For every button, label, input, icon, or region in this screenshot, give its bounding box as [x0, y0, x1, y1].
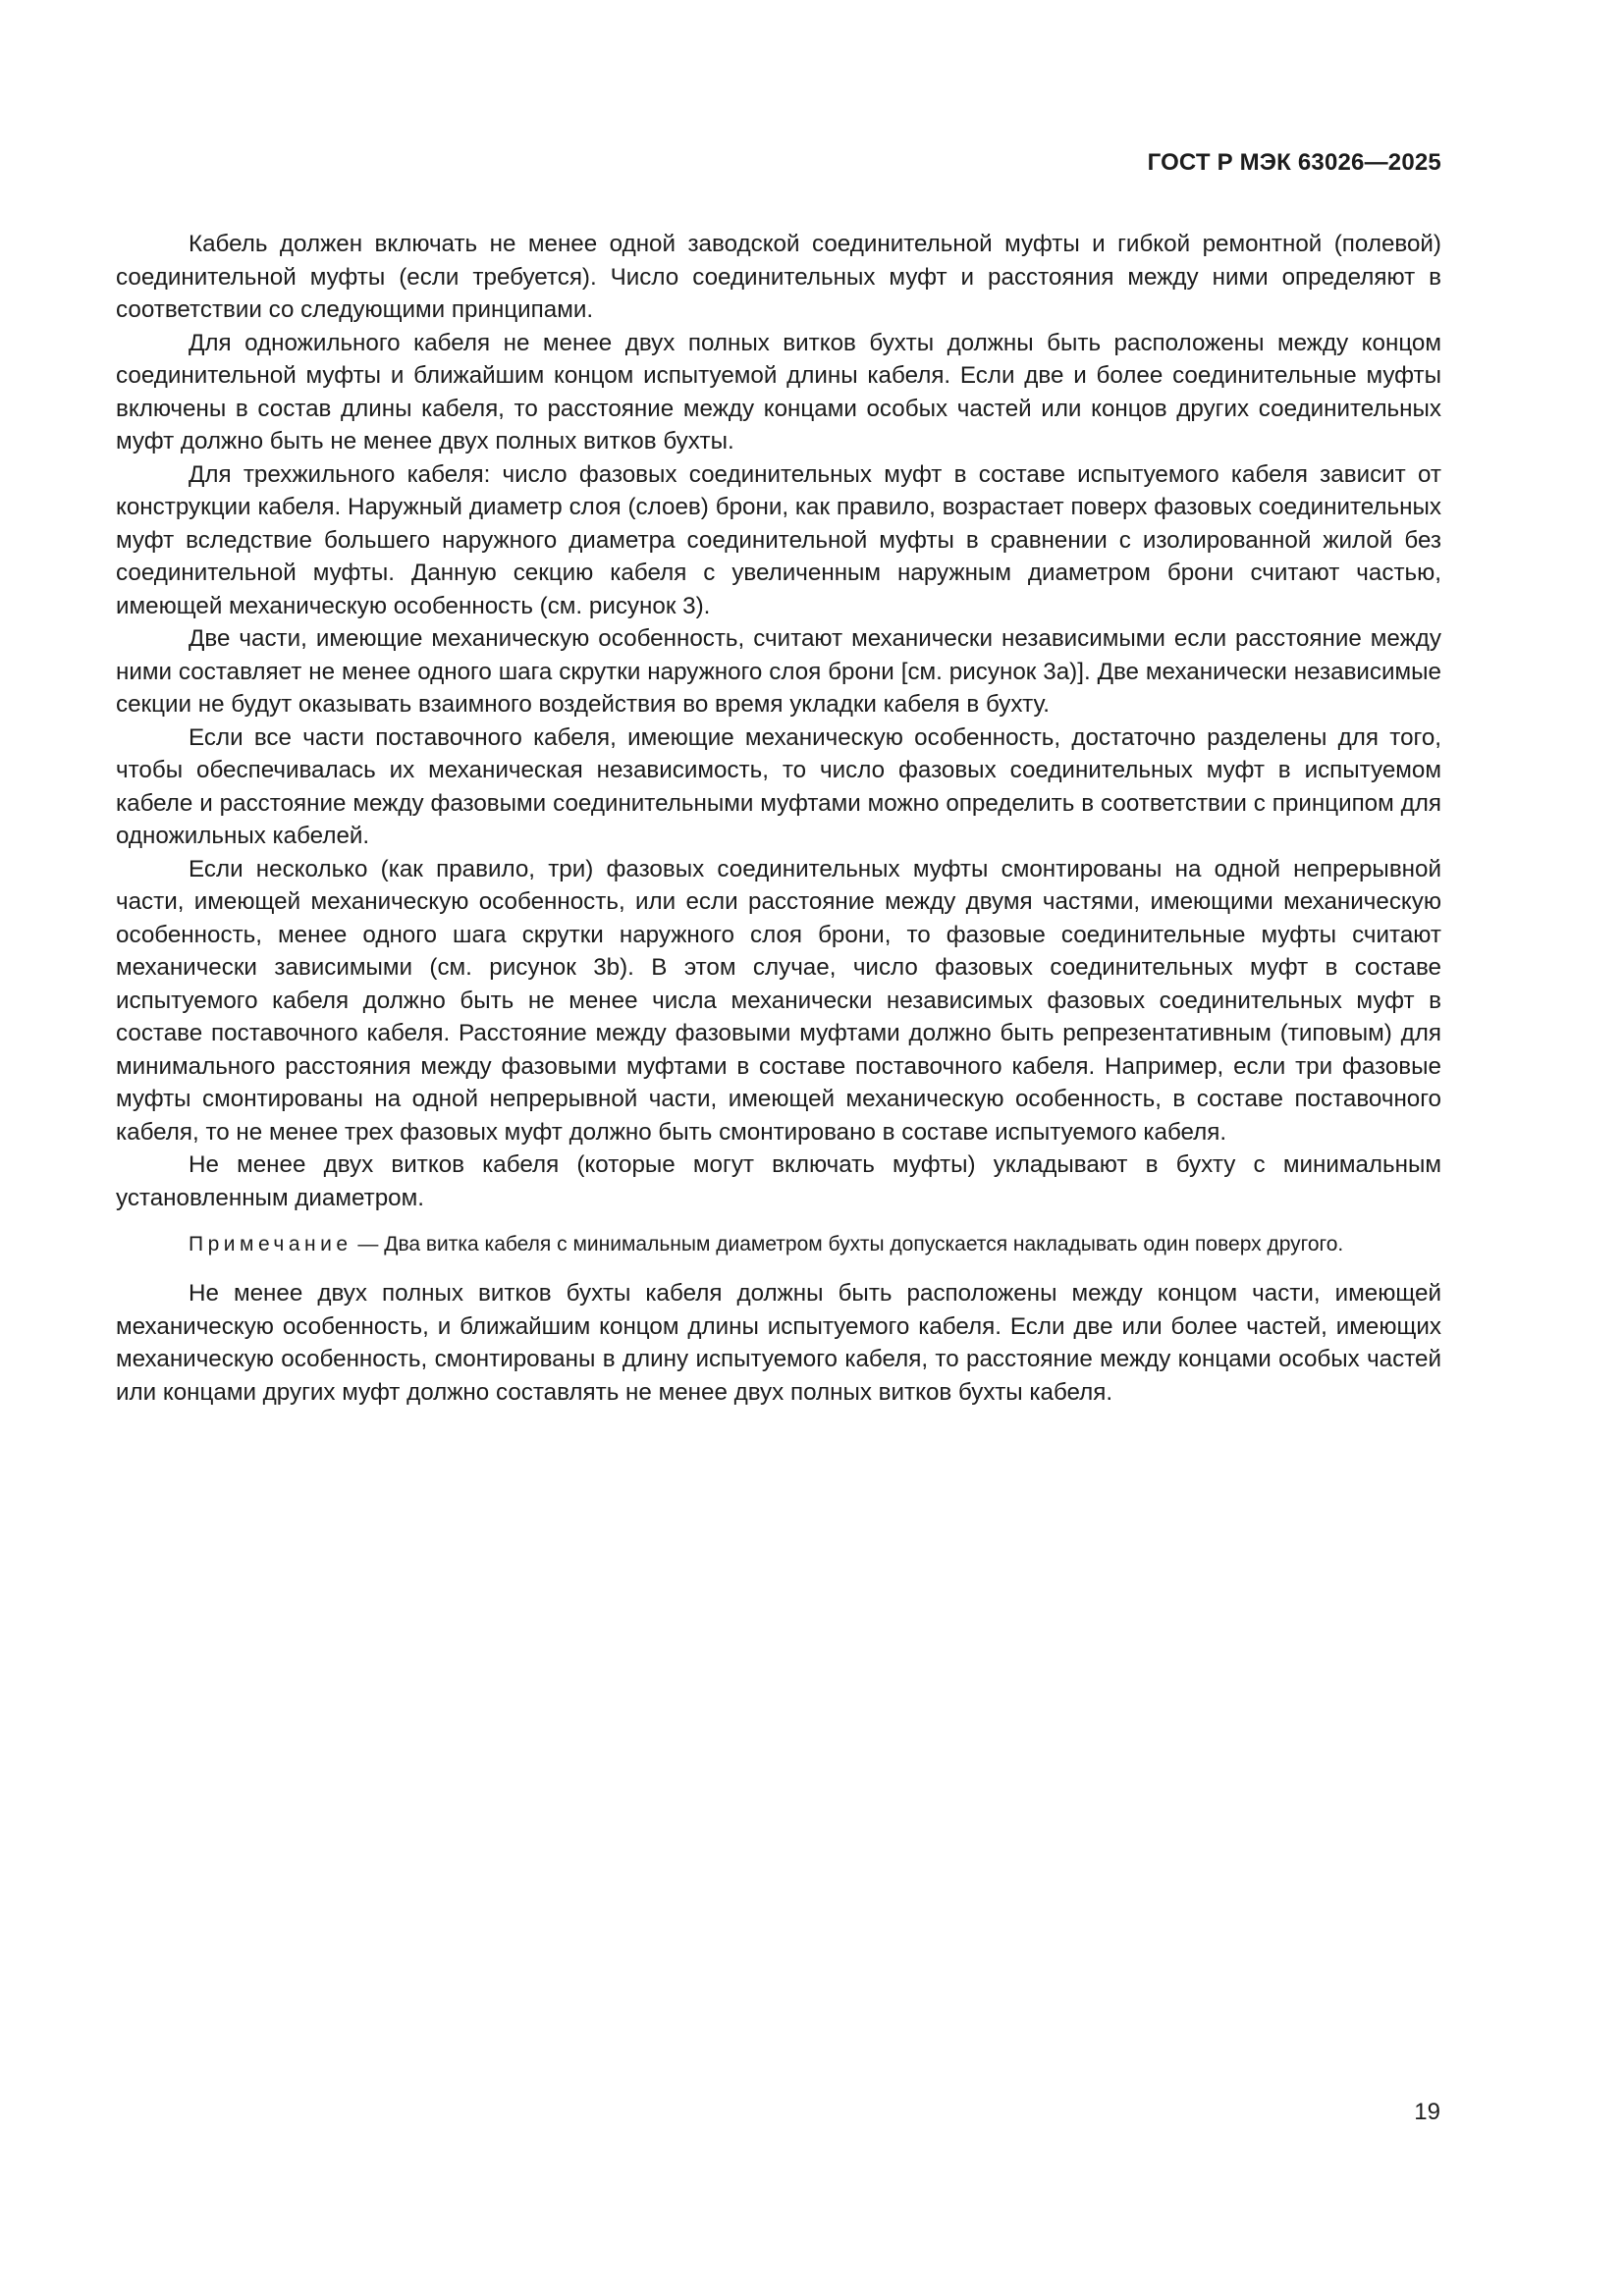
note-text: — Два витка кабеля с минимальным диаметром бухты допускается накладывать один поверх другого.: [352, 1233, 1344, 1255]
page-number: 19: [1414, 2099, 1440, 2125]
note-label: Примечание: [189, 1233, 352, 1255]
paragraph-5: Если все части поставочного кабеля, имеющие механическую особенность, достаточно разделены для того, чтобы обеспечивалась их механическая независимость, то число фазовых соединительных муфт в испытуемом кабеле и расстояние между фазовыми соединительными муфтами можно определить в соответствии с принципом для одножильных кабелей.: [116, 723, 1441, 849]
paragraph-2: Для одножильного кабеля не менее двух полных витков бухты должны быть расположены между концом соединительной муфты и ближайшим концом испытуемой длины кабеля. Если две и более соединительные муфты включены в состав длины кабеля, то расстояние между концами особых частей или концов других соединительных муфт должно быть не менее двух полных витков бухты.: [116, 329, 1441, 454]
document-code-header: ГОСТ Р МЭК 63026—2025: [1147, 149, 1441, 176]
note: [116, 1230, 1441, 1259]
body-text: [116, 228, 1441, 1409]
paragraph-4: Две части, имеющие механическую особенность, считают механически независимыми если расстояние между ними составляет не менее одного шага скрутки наружного слоя брони [см. рисунок 3а)]. Две механически независимые секции не будут оказывать взаимного воздействия во время укладки кабеля в бухту.: [116, 625, 1441, 718]
paragraph-6: Если несколько (как правило, три) фазовых соединительных муфты смонтированы на одной непрерывной части, имеющей механическую особенность, или если расстояние между двумя частями, имеющими механическую особенность, менее одного шага скрутки наружного слоя брони, то фазовые соединительные муфты считают механически зависимыми (см. рисунок 3b). В этом случае, число фазовых соединительных муфт в составе испытуемого кабеля должно быть не менее числа механически независимых фазовых соединительных муфт в составе поставочного кабеля. Расстояние между фазовыми муфтами должно быть репрезентативным (типовым) для минимального расстояния между фазовыми муфтами в составе поставочного кабеля. Например, если три фазовые муфты смонтированы на одной непрерывной части, имеющей механическую особенность, в составе поставочного кабеля, то не менее трех фазовых муфт должно быть смонтировано в составе испытуемого кабеля.: [116, 855, 1441, 1146]
paragraph-1: Кабель должен включать не менее одной заводской соединительной муфты и гибкой ремонтной (полевой) соединительной муфты (если требуется). Число соединительных муфт и расстояния между ними определяют в соответствии со следующими принципами.: [116, 231, 1441, 323]
final-paragraph: Не менее двух полных витков бухты кабеля должны быть расположены между концом части, имеющей механическую особенность, и ближайшим концом длины испытуемого кабеля. Если две или более частей, имеющих механическую особенность, смонтированы в длину испытуемого кабеля, то расстояние между концами особых частей или концами других муфт должно составлять не менее двух полных витков бухты кабеля.: [116, 1280, 1441, 1406]
paragraph-7: Не менее двух витков кабеля (которые могут включать муфты) укладывают в бухту с минимальным установленным диаметром.: [116, 1151, 1441, 1211]
paragraph-3: Для трехжильного кабеля: число фазовых соединительных муфт в составе испытуемого кабеля зависит от конструкции кабеля. Наружный диаметр слоя (слоев) брони, как правило, возрастает поверх фазовых соединительных муфт вследствие большего наружного диаметра соединительной муфты в сравнении с изолированной жилой без соединительной муфты. Данную секцию кабеля с увеличенным наружным диаметром брони считают частью, имеющей механическую особенность (см. рисунок 3).: [116, 460, 1441, 619]
